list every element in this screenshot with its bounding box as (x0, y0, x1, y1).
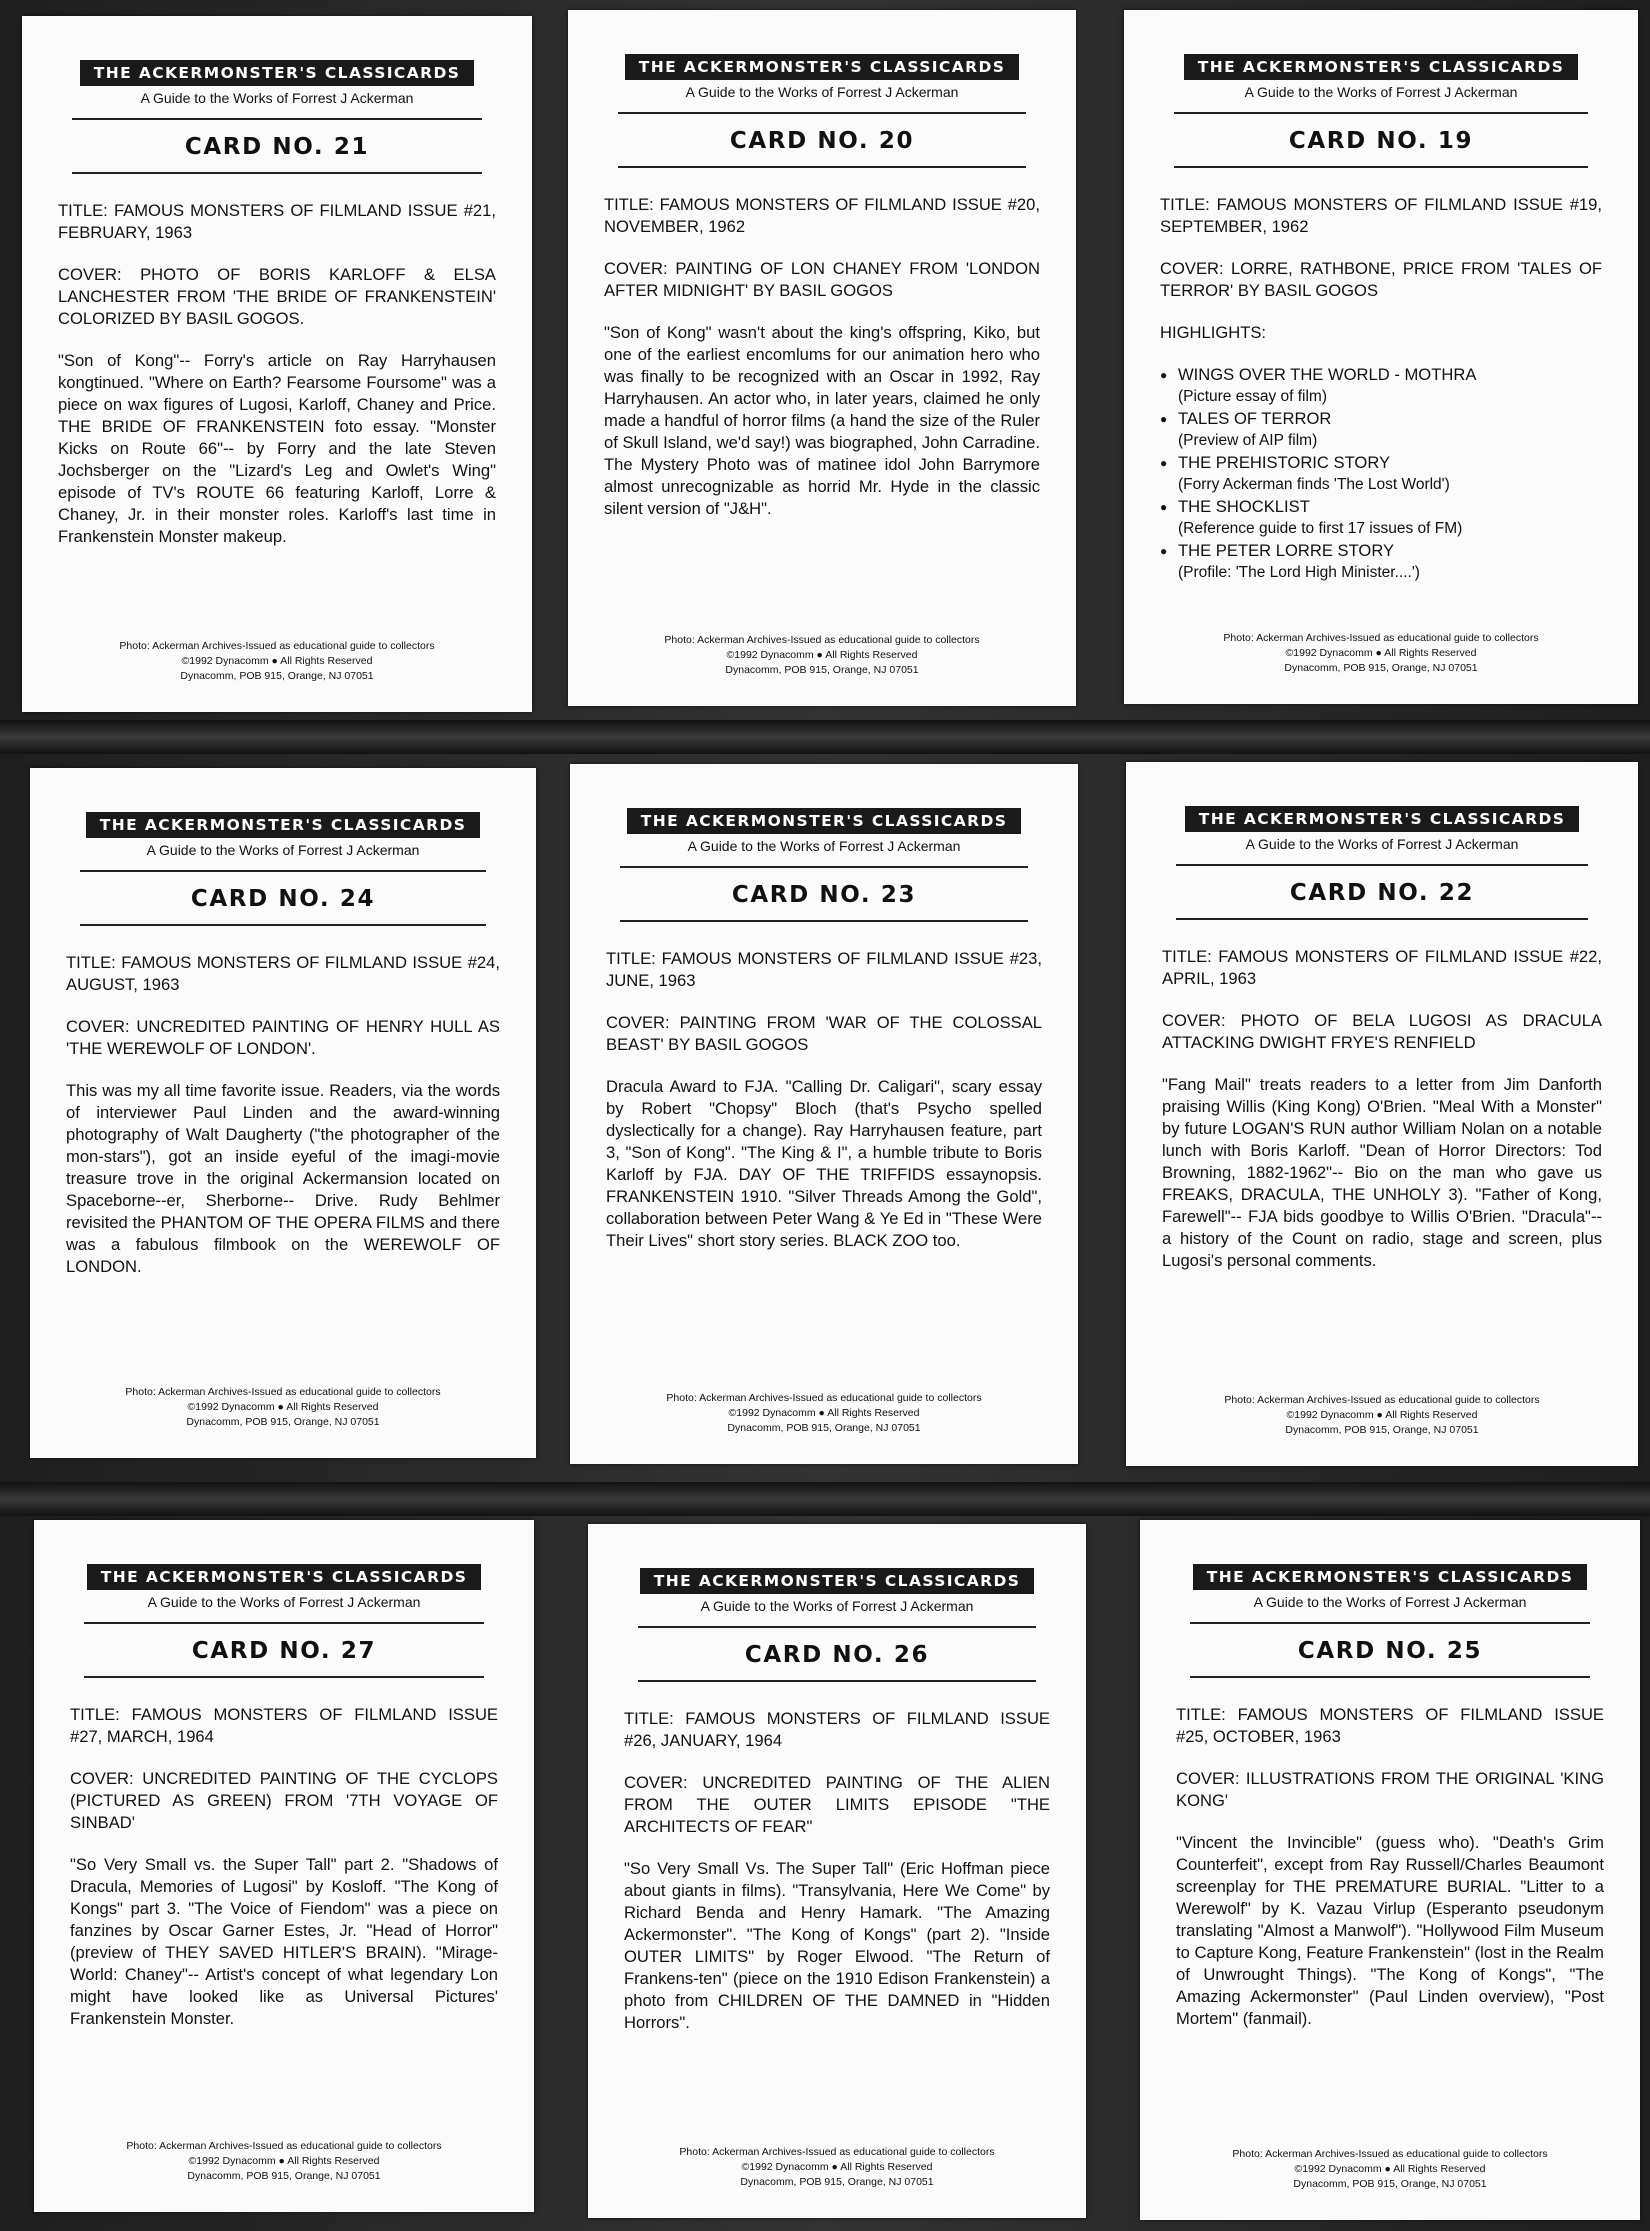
series-subtitle: A Guide to the Works of Forrest J Ackerman (1244, 84, 1518, 100)
series-banner: THE ACKERMONSTER'S CLASSICARDS (625, 54, 1020, 80)
card-22 (1126, 762, 1638, 1466)
card-footer (1126, 1393, 1638, 1438)
rule (638, 1680, 1036, 1682)
list-item (1160, 540, 1602, 584)
card-title: TITLE: FAMOUS MONSTERS OF FILMLAND ISSUE #24, AUGUST, 1963 (66, 953, 500, 994)
rule (1190, 1622, 1590, 1624)
card-title: TITLE: FAMOUS MONSTERS OF FILMLAND ISSUE #21, FEBRUARY, 1963 (58, 201, 496, 242)
list-item (1160, 364, 1602, 408)
card-number: CARD NO. 26 (744, 1642, 930, 1668)
series-banner: THE ACKERMONSTER'S CLASSICARDS (80, 60, 475, 86)
footer-line: Photo: Ackerman Archives-Issued as educational guide to collectors (666, 1392, 982, 1404)
card-footer (34, 2139, 534, 2184)
card-cover: COVER: UNCREDITED PAINTING OF THE CYCLOPS (PICTURED AS GREEN) FROM '7TH VOYAGE OF SINBAD' (70, 1769, 498, 1832)
card-title: TITLE: FAMOUS MONSTERS OF FILMLAND ISSUE #19, SEPTEMBER, 1962 (1160, 195, 1602, 236)
card-title: TITLE: FAMOUS MONSTERS OF FILMLAND ISSUE #25, OCTOBER, 1963 (1176, 1705, 1604, 1746)
footer-line: Dynacomm, POB 915, Orange, NJ 07051 (1284, 662, 1478, 674)
highlight-item: WINGS OVER THE WORLD - MOTHRA (1178, 365, 1477, 384)
footer-line: ©1992 Dynacomm ● All Rights Reserved (1286, 1409, 1478, 1421)
rule (84, 1676, 484, 1678)
card-title: TITLE: FAMOUS MONSTERS OF FILMLAND ISSUE #23, JUNE, 1963 (606, 949, 1042, 990)
series-subtitle: A Guide to the Works of Forrest J Ackerman (685, 84, 959, 100)
highlights-list (1160, 364, 1602, 584)
list-item (1160, 452, 1602, 496)
card-cover: COVER: UNCREDITED PAINTING OF THE ALIEN FROM THE OUTER LIMITS EPISODE "THE ARCHITECTS OF FEAR" (624, 1773, 1050, 1836)
highlights-label: HIGHLIGHTS: (1160, 323, 1267, 342)
series-subtitle: A Guide to the Works of Forrest J Ackerman (700, 1598, 974, 1614)
card-21 (22, 16, 532, 712)
card-title: TITLE: FAMOUS MONSTERS OF FILMLAND ISSUE #27, MARCH, 1964 (70, 1705, 498, 1746)
footer-line: Photo: Ackerman Archives-Issued as educational guide to collectors (125, 1386, 441, 1398)
rule (620, 920, 1028, 922)
card-cover: COVER: UNCREDITED PAINTING OF HENRY HULL AS 'THE WEREWOLF OF LONDON'. (66, 1017, 500, 1058)
card-text: "Fang Mail" treats readers to a letter from Jim Danforth praising Willis (King Kong) O'Brien. "Meal With a Monster" by future LOGAN'S RUN author William Nolan on a notable lunch with Boris Karloff. "Dean of Horror Directors: Tod Browning, 1882-1962"-- Bio on the man who gave us FREAKS, DRACULA, THE UNHOLY 3). "Father of Kong, Farewell"-- FJA bids goodbye to Willis O'Brien. "Dracula"-- a history of the Count on radio, stage and screen, plus Lugosi's personal comments. (1162, 1075, 1602, 1270)
card-title: TITLE: FAMOUS MONSTERS OF FILMLAND ISSUE #22, APRIL, 1963 (1162, 947, 1602, 988)
card-footer (588, 2145, 1086, 2190)
card-text: Dracula Award to FJA. "Calling Dr. Caligari", scary essay by Robert "Chopsy" Bloch (that's Psycho spelled dyslectically for a change). Ray Harryhausen feature, part 3, "Son of Kong". "The King & I", a humble tribute to Boris Karloff by FJA. DAY OF THE TRIFFIDS essaynopsis. FRANKENSTEIN 1910. "Silver Threads Among the Gold", collaboration between Peter Wang & Ye Ed in "These Were Their Lives" short story series. BLACK ZOO too. (606, 1077, 1042, 1250)
footer-line: Photo: Ackerman Archives-Issued as educational guide to collectors (119, 640, 435, 652)
highlight-item: THE SHOCKLIST (1178, 497, 1310, 516)
highlight-note: (Profile: 'The Lord High Minister....') (1178, 564, 1420, 581)
card-footer (1140, 2147, 1640, 2192)
highlight-item: THE PETER LORRE STORY (1178, 541, 1395, 560)
rule (80, 870, 486, 872)
card-27 (34, 1520, 534, 2212)
card-19 (1124, 10, 1638, 704)
card-number: CARD NO. 20 (729, 128, 915, 154)
card-number: CARD NO. 22 (1289, 880, 1475, 906)
card-20 (568, 10, 1076, 706)
card-number: CARD NO. 23 (731, 882, 917, 908)
card-cover: COVER: PAINTING FROM 'WAR OF THE COLOSSAL BEAST' BY BASIL GOGOS (606, 1013, 1042, 1054)
card-number: CARD NO. 25 (1297, 1638, 1483, 1664)
card-text: "Son of Kong" wasn't about the king's offspring, Kiko, but one of the earliest encomlums for our animation hero who was finally to be recognized with an Oscar in 1992, Ray Harryhausen. An actor who, in later years, claimed he only made a handful of horror films (a hand the size of the Ruler of Skull Island, we'd say!) was biographed, John Carradine. The Mystery Photo was of matinee idol John Barrymore almost unrecognizable as horrid Mr. Hyde in the classic silent version of "J&H". (604, 323, 1040, 518)
card-text: "Vincent the Invincible" (guess who). "Death's Grim Counterfeit", except from Ray Russell/Charles Beaumont screenplay for THE PREMATURE BURIAL. "Litter to a Werewolf" by K. Vazau Virlup (Esperanto pseudonym translating "Almost a Manwolf"). "Hollywood Film Museum to Capture Kong, Feature Frankenstein" (lost in the Realm of Unwrought Things). "The Kong of Kongs", "The Amazing Ackermonster" (Paul Linden overview), "Post Mortem" (fanmail). (1176, 1833, 1604, 2028)
footer-line: ©1992 Dynacomm ● All Rights Reserved (181, 655, 373, 667)
footer-line: Photo: Ackerman Archives-Issued as educational guide to collectors (1224, 1394, 1540, 1406)
sleeve-divider (0, 720, 1650, 754)
footer-line: Dynacomm, POB 915, Orange, NJ 07051 (1293, 2178, 1487, 2190)
highlight-item: THE PREHISTORIC STORY (1178, 453, 1391, 472)
rule (80, 924, 486, 926)
series-banner: THE ACKERMONSTER'S CLASSICARDS (627, 808, 1022, 834)
card-cover: COVER: PHOTO OF BELA LUGOSI AS DRACULA ATTACKING DWIGHT FRYE'S RENFIELD (1162, 1011, 1602, 1052)
card-footer (22, 639, 532, 684)
card-text: "So Very Small vs. the Super Tall" part 2. "Shadows of Dracula, Memories of Lugosi" by Kosloff. "The Kong of Kongs" part 3. "The Voice of Fiendom" was a piece on fanzines by Oscar Garner Estes, Jr. "Head of Horror" (preview of THEY SAVED HITLER'S BRAIN). "Mirage-World: Chaney"-- Artist's concept of what legendary Lon might have looked like as Universal Pictures' Frankenstein Monster. (70, 1855, 498, 2028)
card-footer (1124, 631, 1638, 676)
series-banner: THE ACKERMONSTER'S CLASSICARDS (1185, 806, 1580, 832)
series-banner: THE ACKERMONSTER'S CLASSICARDS (87, 1564, 482, 1590)
rule (618, 166, 1026, 168)
series-banner: THE ACKERMONSTER'S CLASSICARDS (1193, 1564, 1588, 1590)
footer-line: ©1992 Dynacomm ● All Rights Reserved (728, 1407, 920, 1419)
highlight-item: TALES OF TERROR (1178, 409, 1332, 428)
card-footer (568, 633, 1076, 678)
highlight-note: (Reference guide to first 17 issues of FM) (1178, 520, 1463, 537)
rule (72, 118, 482, 120)
footer-line: Dynacomm, POB 915, Orange, NJ 07051 (180, 670, 374, 682)
footer-line: Dynacomm, POB 915, Orange, NJ 07051 (725, 664, 919, 676)
series-subtitle: A Guide to the Works of Forrest J Ackerman (687, 838, 961, 854)
footer-line: ©1992 Dynacomm ● All Rights Reserved (1294, 2163, 1486, 2175)
series-banner: THE ACKERMONSTER'S CLASSICARDS (86, 812, 481, 838)
series-subtitle: A Guide to the Works of Forrest J Ackerman (1245, 836, 1519, 852)
highlight-note: (Forry Ackerman finds 'The Lost World') (1178, 476, 1450, 493)
footer-line: Dynacomm, POB 915, Orange, NJ 07051 (187, 2170, 381, 2182)
card-title: TITLE: FAMOUS MONSTERS OF FILMLAND ISSUE #26, JANUARY, 1964 (624, 1709, 1050, 1750)
series-subtitle: A Guide to the Works of Forrest J Ackerman (1253, 1594, 1527, 1610)
rule (638, 1626, 1036, 1628)
footer-line: ©1992 Dynacomm ● All Rights Reserved (1285, 647, 1477, 659)
card-footer (30, 1385, 536, 1430)
rule (620, 866, 1028, 868)
card-cover: COVER: PHOTO OF BORIS KARLOFF & ELSA LANCHESTER FROM 'THE BRIDE OF FRANKENSTEIN' COLORIZED BY BASIL GOGOS. (58, 265, 496, 328)
footer-line: Dynacomm, POB 915, Orange, NJ 07051 (1285, 1424, 1479, 1436)
rule (1190, 1676, 1590, 1678)
card-cover: COVER: ILLUSTRATIONS FROM THE ORIGINAL 'KING KONG' (1176, 1769, 1604, 1810)
rule (618, 112, 1026, 114)
card-title: TITLE: FAMOUS MONSTERS OF FILMLAND ISSUE #20, NOVEMBER, 1962 (604, 195, 1040, 236)
card-text: This was my all time favorite issue. Readers, via the words of interviewer Paul Linden and the award-winning photography of Walt Daugherty ("the photographer of the mon-stars"), got an inside eyeful of the imagi-movie treasure trove in the original Ackermansion located on Spaceborne--er, Sherborne-- Drive. Rudy Behlmer revisited the PHANTOM OF THE OPERA FILMS and there was a fabulous filmbook on the WEREWOLF OF LONDON. (66, 1081, 500, 1276)
card-number: CARD NO. 21 (184, 134, 370, 160)
card-24 (30, 768, 536, 1458)
list-item (1160, 496, 1602, 540)
footer-line: ©1992 Dynacomm ● All Rights Reserved (187, 1401, 379, 1413)
footer-line: Dynacomm, POB 915, Orange, NJ 07051 (740, 2176, 934, 2188)
card-footer (570, 1391, 1078, 1436)
list-item (1160, 408, 1602, 452)
footer-line: ©1992 Dynacomm ● All Rights Reserved (726, 649, 918, 661)
footer-line: ©1992 Dynacomm ● All Rights Reserved (741, 2161, 933, 2173)
footer-line: Dynacomm, POB 915, Orange, NJ 07051 (186, 1416, 380, 1428)
card-25 (1140, 1520, 1640, 2220)
rule (1174, 166, 1588, 168)
rule (84, 1622, 484, 1624)
card-number: CARD NO. 24 (190, 886, 376, 912)
card-number: CARD NO. 19 (1288, 128, 1474, 154)
rule (1176, 918, 1588, 920)
sleeve-divider (0, 1482, 1650, 1516)
series-subtitle: A Guide to the Works of Forrest J Ackerman (140, 90, 414, 106)
series-subtitle: A Guide to the Works of Forrest J Ackerman (147, 1594, 421, 1610)
card-26 (588, 1524, 1086, 2218)
card-text: "Son of Kong"-- Forry's article on Ray Harryhausen kongtinued. "Where on Earth? Fearsome Foursome" was a piece on wax figures of Lugosi, Karloff, Chaney and Price. THE BRIDE OF FRANKENSTEIN foto essay. "Monster Kicks on Route 66"-- by Forry and the late Steven Jochsberger on the "Lizard's Leg and Owlet's Wing" episode of TV's ROUTE 66 featuring Karloff, Lorre & Chaney, Jr. in their monster roles. Karloff's last time in Frankenstein Monster makeup. (58, 351, 496, 546)
highlight-note: (Picture essay of film) (1178, 388, 1328, 405)
rule (72, 172, 482, 174)
card-23 (570, 764, 1078, 1464)
card-cover: COVER: PAINTING OF LON CHANEY FROM 'LONDON AFTER MIDNIGHT' BY BASIL GOGOS (604, 259, 1040, 300)
card-text: "So Very Small Vs. The Super Tall" (Eric Hoffman piece about giants in films). "Transylvania, Here We Come" by Richard Benda and Henry Hamark. "The Amazing Ackermonster". "The Kong of Kongs" (part 2). "Inside OUTER LIMITS" by Roger Elwood. "The Return of Frankens-ten" (piece on the 1910 Edison Frankenstein) a photo from CHILDREN OF THE DAMNED in "Hidden Horrors". (624, 1859, 1050, 2032)
rule (1174, 112, 1588, 114)
series-banner: THE ACKERMONSTER'S CLASSICARDS (640, 1568, 1035, 1594)
footer-line: Photo: Ackerman Archives-Issued as educational guide to collectors (126, 2140, 442, 2152)
footer-line: Photo: Ackerman Archives-Issued as educational guide to collectors (664, 634, 980, 646)
series-subtitle: A Guide to the Works of Forrest J Ackerman (146, 842, 420, 858)
footer-line: Photo: Ackerman Archives-Issued as educational guide to collectors (679, 2146, 995, 2158)
rule (1176, 864, 1588, 866)
footer-line: ©1992 Dynacomm ● All Rights Reserved (188, 2155, 380, 2167)
footer-line: Photo: Ackerman Archives-Issued as educational guide to collectors (1223, 632, 1539, 644)
card-number: CARD NO. 27 (191, 1638, 377, 1664)
highlight-note: (Preview of AIP film) (1178, 432, 1318, 449)
series-banner: THE ACKERMONSTER'S CLASSICARDS (1184, 54, 1579, 80)
footer-line: Photo: Ackerman Archives-Issued as educational guide to collectors (1232, 2148, 1548, 2160)
card-cover: COVER: LORRE, RATHBONE, PRICE FROM 'TALES OF TERROR' BY BASIL GOGOS (1160, 259, 1602, 300)
footer-line: Dynacomm, POB 915, Orange, NJ 07051 (727, 1422, 921, 1434)
